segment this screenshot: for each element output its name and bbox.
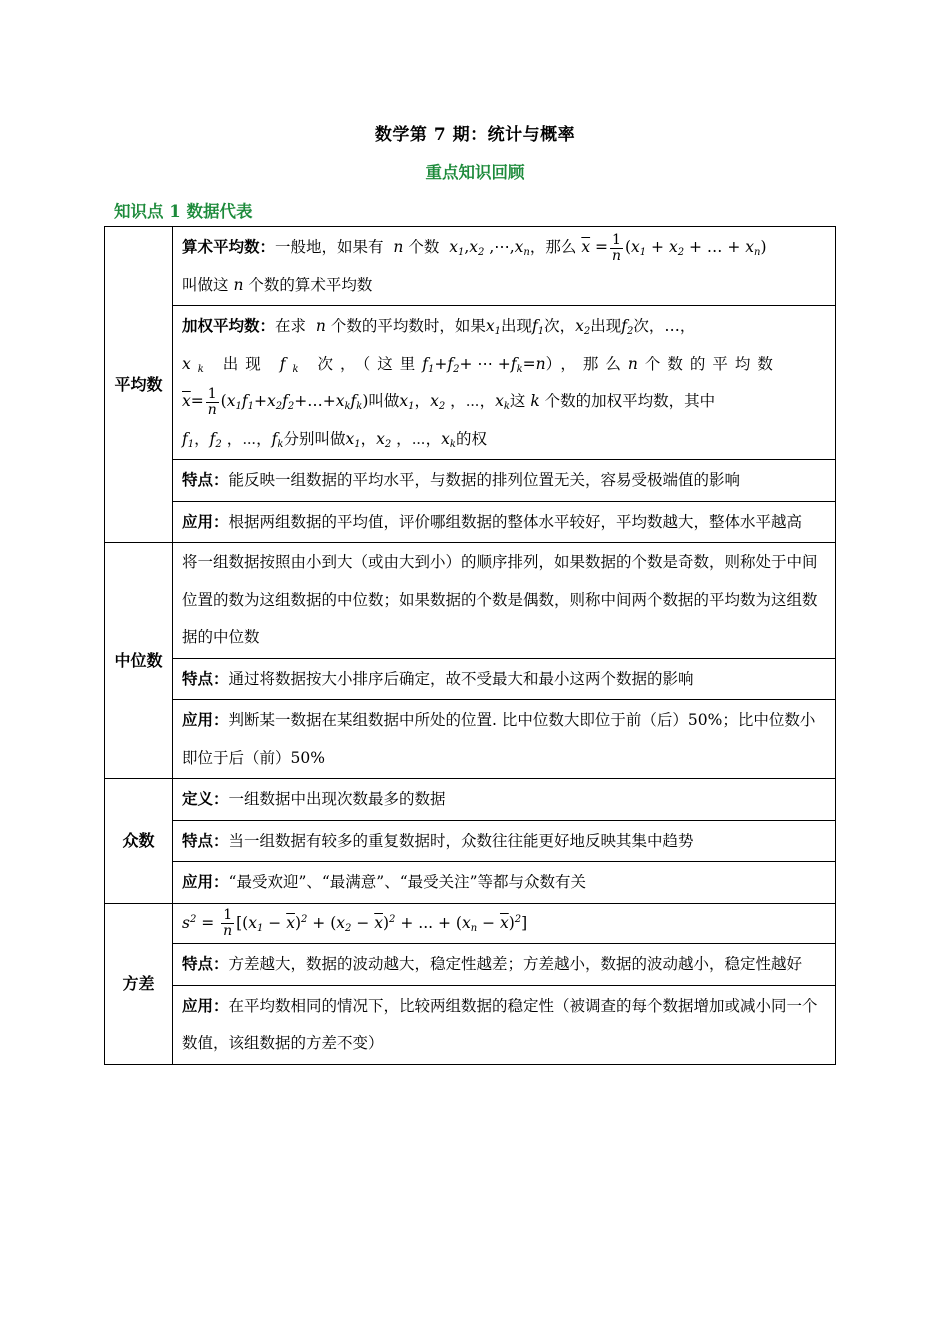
mode-def-cell: 定义：一组数据中出现次数最多的数据	[173, 779, 836, 821]
table-row	[105, 985, 836, 1064]
table-row	[105, 460, 836, 502]
weighted-mean-cell: 加权平均数：在求 n 个数的平均数时，如果$x_1$出现$f_1$次，$x_2$出现$f_2$次，…， $x_k$ 出现 $f_k$ 次，（这里$f_1+f_2+$ ⋯ $+f_k=n$），那么n个数的平均数 $\overline{x}=$ $\frac{1}{n}$ $(x_1f_1+x_2f_2+\dots+x_kf_k)$叫做$x_1$，$x_2$ ，⋯，$x_k$这 k 个数的加权平均数，其中 $f_1$，$f_2$ ，⋯，$f_k$分别叫做$x_1$，$x_2$ ，⋯，$x_k$的权	[173, 306, 836, 460]
table-row	[105, 658, 836, 700]
term-label: 特点：	[182, 830, 229, 850]
table-row	[105, 903, 836, 944]
variance-formula: $s^2$ = $\frac{1}{n}$ [$(x_1 - \overline{x})^2 + (x_2 - \overline{x})^2$ + ... + $(x_n - \overline{x})^2$]	[182, 907, 528, 939]
table-row	[105, 862, 836, 904]
arith-mean-cell: 算术平均数：一般地，如果有 n 个数 $x_1,x_2$ $,\cdots,x_n$，那么 $\overline{x}$ = $\frac{1}{n}$ ($x_1 + x_2$ + … + $x_n$) 叫做这 n 个数的算术平均数	[173, 227, 836, 306]
row-label-median: 中位数	[105, 543, 173, 779]
table-row	[105, 227, 836, 306]
page-subtitle: 重点知识回顾	[425, 163, 525, 182]
variance-apply-cell: 应用：在平均数相同的情况下，比较两组数据的稳定性（被调查的每个数据增加或减小同一个数值，该组数据的方差不变）	[173, 985, 836, 1064]
term-label: 特点：	[182, 954, 229, 973]
mode-feature-cell: 特点：当一组数据有较多的重复数据时，众数往往能更好地反映其集中趋势	[173, 820, 836, 862]
page-title: 数学第 7 期：统计与概率	[374, 125, 576, 145]
section-heading: 知识点 1 数据代表	[114, 202, 253, 221]
median-def-cell: 将一组数据按照由小到大（或由大到小）的顺序排列，如果数据的个数是奇数，则称处于中间位置的数为这组数据的中位数；如果数据的个数是偶数，则称中间两个数据的平均数为这组数据的中位数	[173, 543, 836, 659]
term-label: 定义：	[182, 789, 229, 808]
term-label: 特点：	[182, 668, 229, 688]
knowledge-table	[104, 226, 836, 1065]
mean-formula: $\overline{x}$ = $\frac{1}{n}$ ($x_1 + x_2$ + … + $x_n$)	[581, 231, 767, 264]
term-label: 应用：	[182, 872, 229, 891]
variance-feature-cell: 特点：方差越大，数据的波动越大，稳定性越差；方差越小，数据的波动越小，稳定性越好	[173, 944, 836, 986]
row-label-mode: 众数	[105, 779, 173, 904]
table-row	[105, 501, 836, 543]
row-label-mean: 平均数	[105, 227, 173, 543]
variance-formula-cell	[173, 903, 836, 944]
term-label: 应用：	[182, 710, 229, 729]
table-row	[105, 820, 836, 862]
table-row	[105, 944, 836, 986]
term-label: 应用：	[182, 511, 229, 531]
weighted-mean-formula: $\overline{x}=$ $\frac{1}{n}$ $(x_1f_1+x_2f_2+\dots+x_kf_k)$	[182, 385, 369, 418]
table-row	[105, 543, 836, 659]
mode-apply-cell: 应用：“最受欢迎”、“最满意”、“最受关注”等都与众数有关	[173, 862, 836, 904]
row-label-variance: 方差	[105, 903, 173, 1064]
term-label: 加权平均数：	[182, 316, 276, 335]
mean-apply-cell: 应用：根据两组数据的平均值，评价哪组数据的整体水平较好，平均数越大，整体水平越高	[173, 501, 836, 543]
median-feature-cell: 特点：通过将数据按大小排序后确定，故不受最大和最小这两个数据的影响	[173, 658, 836, 700]
term-label: 算术平均数：	[182, 237, 276, 256]
term-label: 应用：	[182, 995, 229, 1015]
table-row	[105, 306, 836, 460]
table-row	[105, 700, 836, 779]
table-row	[105, 779, 836, 821]
term-label: 特点：	[182, 470, 229, 489]
median-apply-cell: 应用：判断某一数据在某组数据中所处的位置. 比中位数大即位于前（后）50%；比中位数小即位于后（前）50%	[173, 700, 836, 779]
mean-feature-cell: 特点：能反映一组数据的平均水平，与数据的排列位置无关，容易受极端值的影响	[173, 460, 836, 502]
